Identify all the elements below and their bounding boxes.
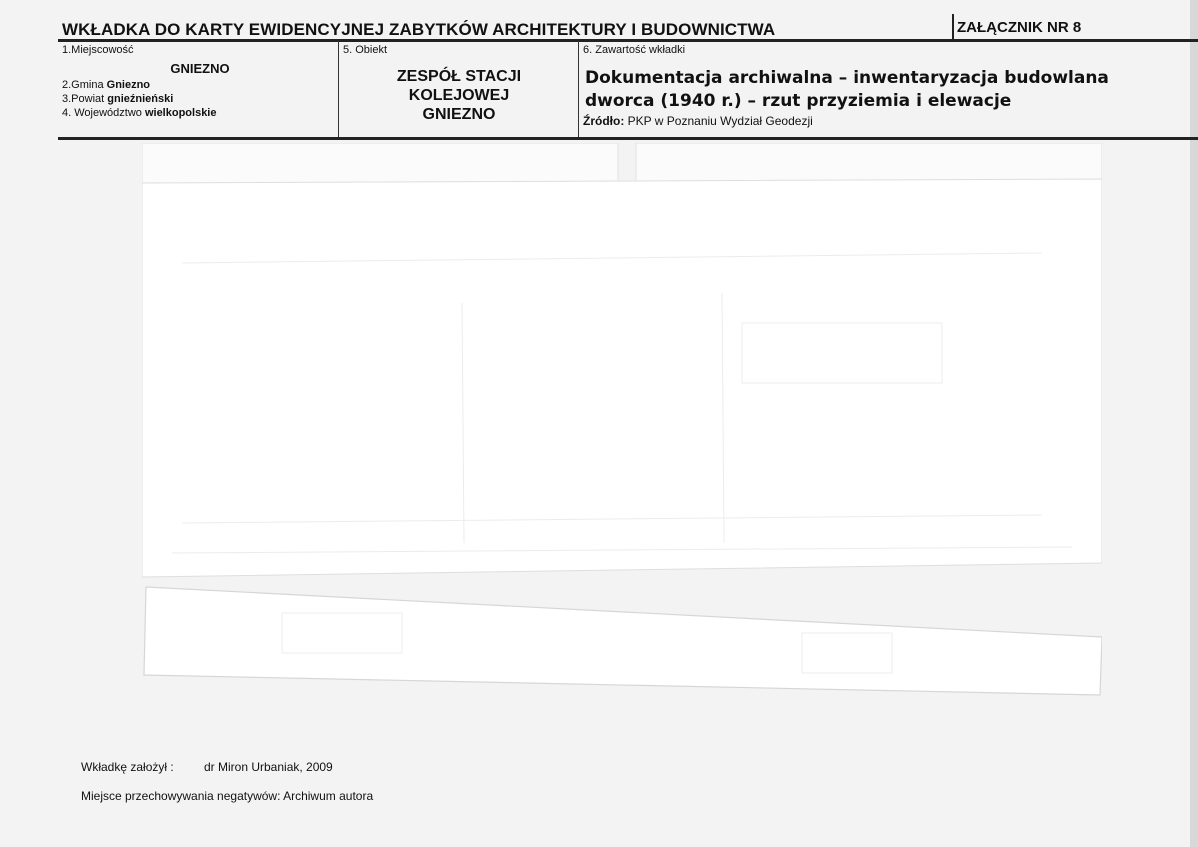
county-value: gnieźnieński bbox=[107, 93, 174, 105]
object-name bbox=[340, 67, 578, 124]
contents-line: dworca (1940 r.) – rzut przyziemia i elewacje bbox=[585, 91, 1012, 111]
county-row bbox=[62, 93, 173, 105]
voivodeship-label: 4. Województwo bbox=[62, 107, 142, 119]
divider bbox=[58, 39, 1198, 42]
commune-row bbox=[62, 79, 150, 91]
object-name-line: ZESPÓŁ STACJI bbox=[396, 68, 522, 85]
author-value: dr Miron Urbaniak, 2009 bbox=[204, 760, 333, 774]
voivodeship-row bbox=[62, 107, 216, 119]
locality-label: 1.Miejscowość bbox=[62, 44, 134, 56]
author-row bbox=[81, 760, 333, 774]
commune-value: Gniezno bbox=[106, 79, 151, 91]
object-name-line: GNIEZNO bbox=[422, 106, 496, 123]
divider bbox=[578, 41, 579, 137]
commune-label: 2.Gmina bbox=[62, 79, 104, 91]
county-label: 3.Powiat bbox=[62, 93, 105, 105]
contents-description bbox=[585, 67, 1109, 113]
source-row bbox=[583, 114, 813, 128]
annex-number: ZAŁĄCZNIK NR 8 bbox=[957, 19, 1082, 36]
divider bbox=[952, 14, 954, 40]
divider bbox=[58, 137, 1198, 140]
source-label: Źródło: bbox=[583, 114, 625, 128]
contents-label: 6. Zawartość wkładki bbox=[583, 44, 686, 56]
source-value: PKP w Poznaniu Wydział Geodezji bbox=[627, 114, 813, 128]
archival-drawing-image bbox=[142, 143, 1102, 701]
voivodeship-value: wielkopolskie bbox=[144, 107, 217, 119]
scan-edge bbox=[1190, 0, 1198, 847]
locality-value: GNIEZNO bbox=[170, 61, 230, 76]
object-name-line: KOLEJOWEJ bbox=[408, 87, 510, 104]
document-title: WKŁADKA DO KARTY EWIDENCYJNEJ ZABYTKÓW ARCHITEKTURY I BUDOWNICTWA bbox=[62, 20, 776, 39]
divider bbox=[338, 41, 339, 137]
negatives-location: Miejsce przechowywania negatywów: Archiwum autora bbox=[81, 789, 374, 803]
object-label: 5. Obiekt bbox=[343, 44, 388, 56]
contents-line: Dokumentacja archiwalna – inwentaryzacja budowlana bbox=[585, 68, 1109, 88]
author-label: Wkładkę założył : bbox=[81, 760, 174, 774]
